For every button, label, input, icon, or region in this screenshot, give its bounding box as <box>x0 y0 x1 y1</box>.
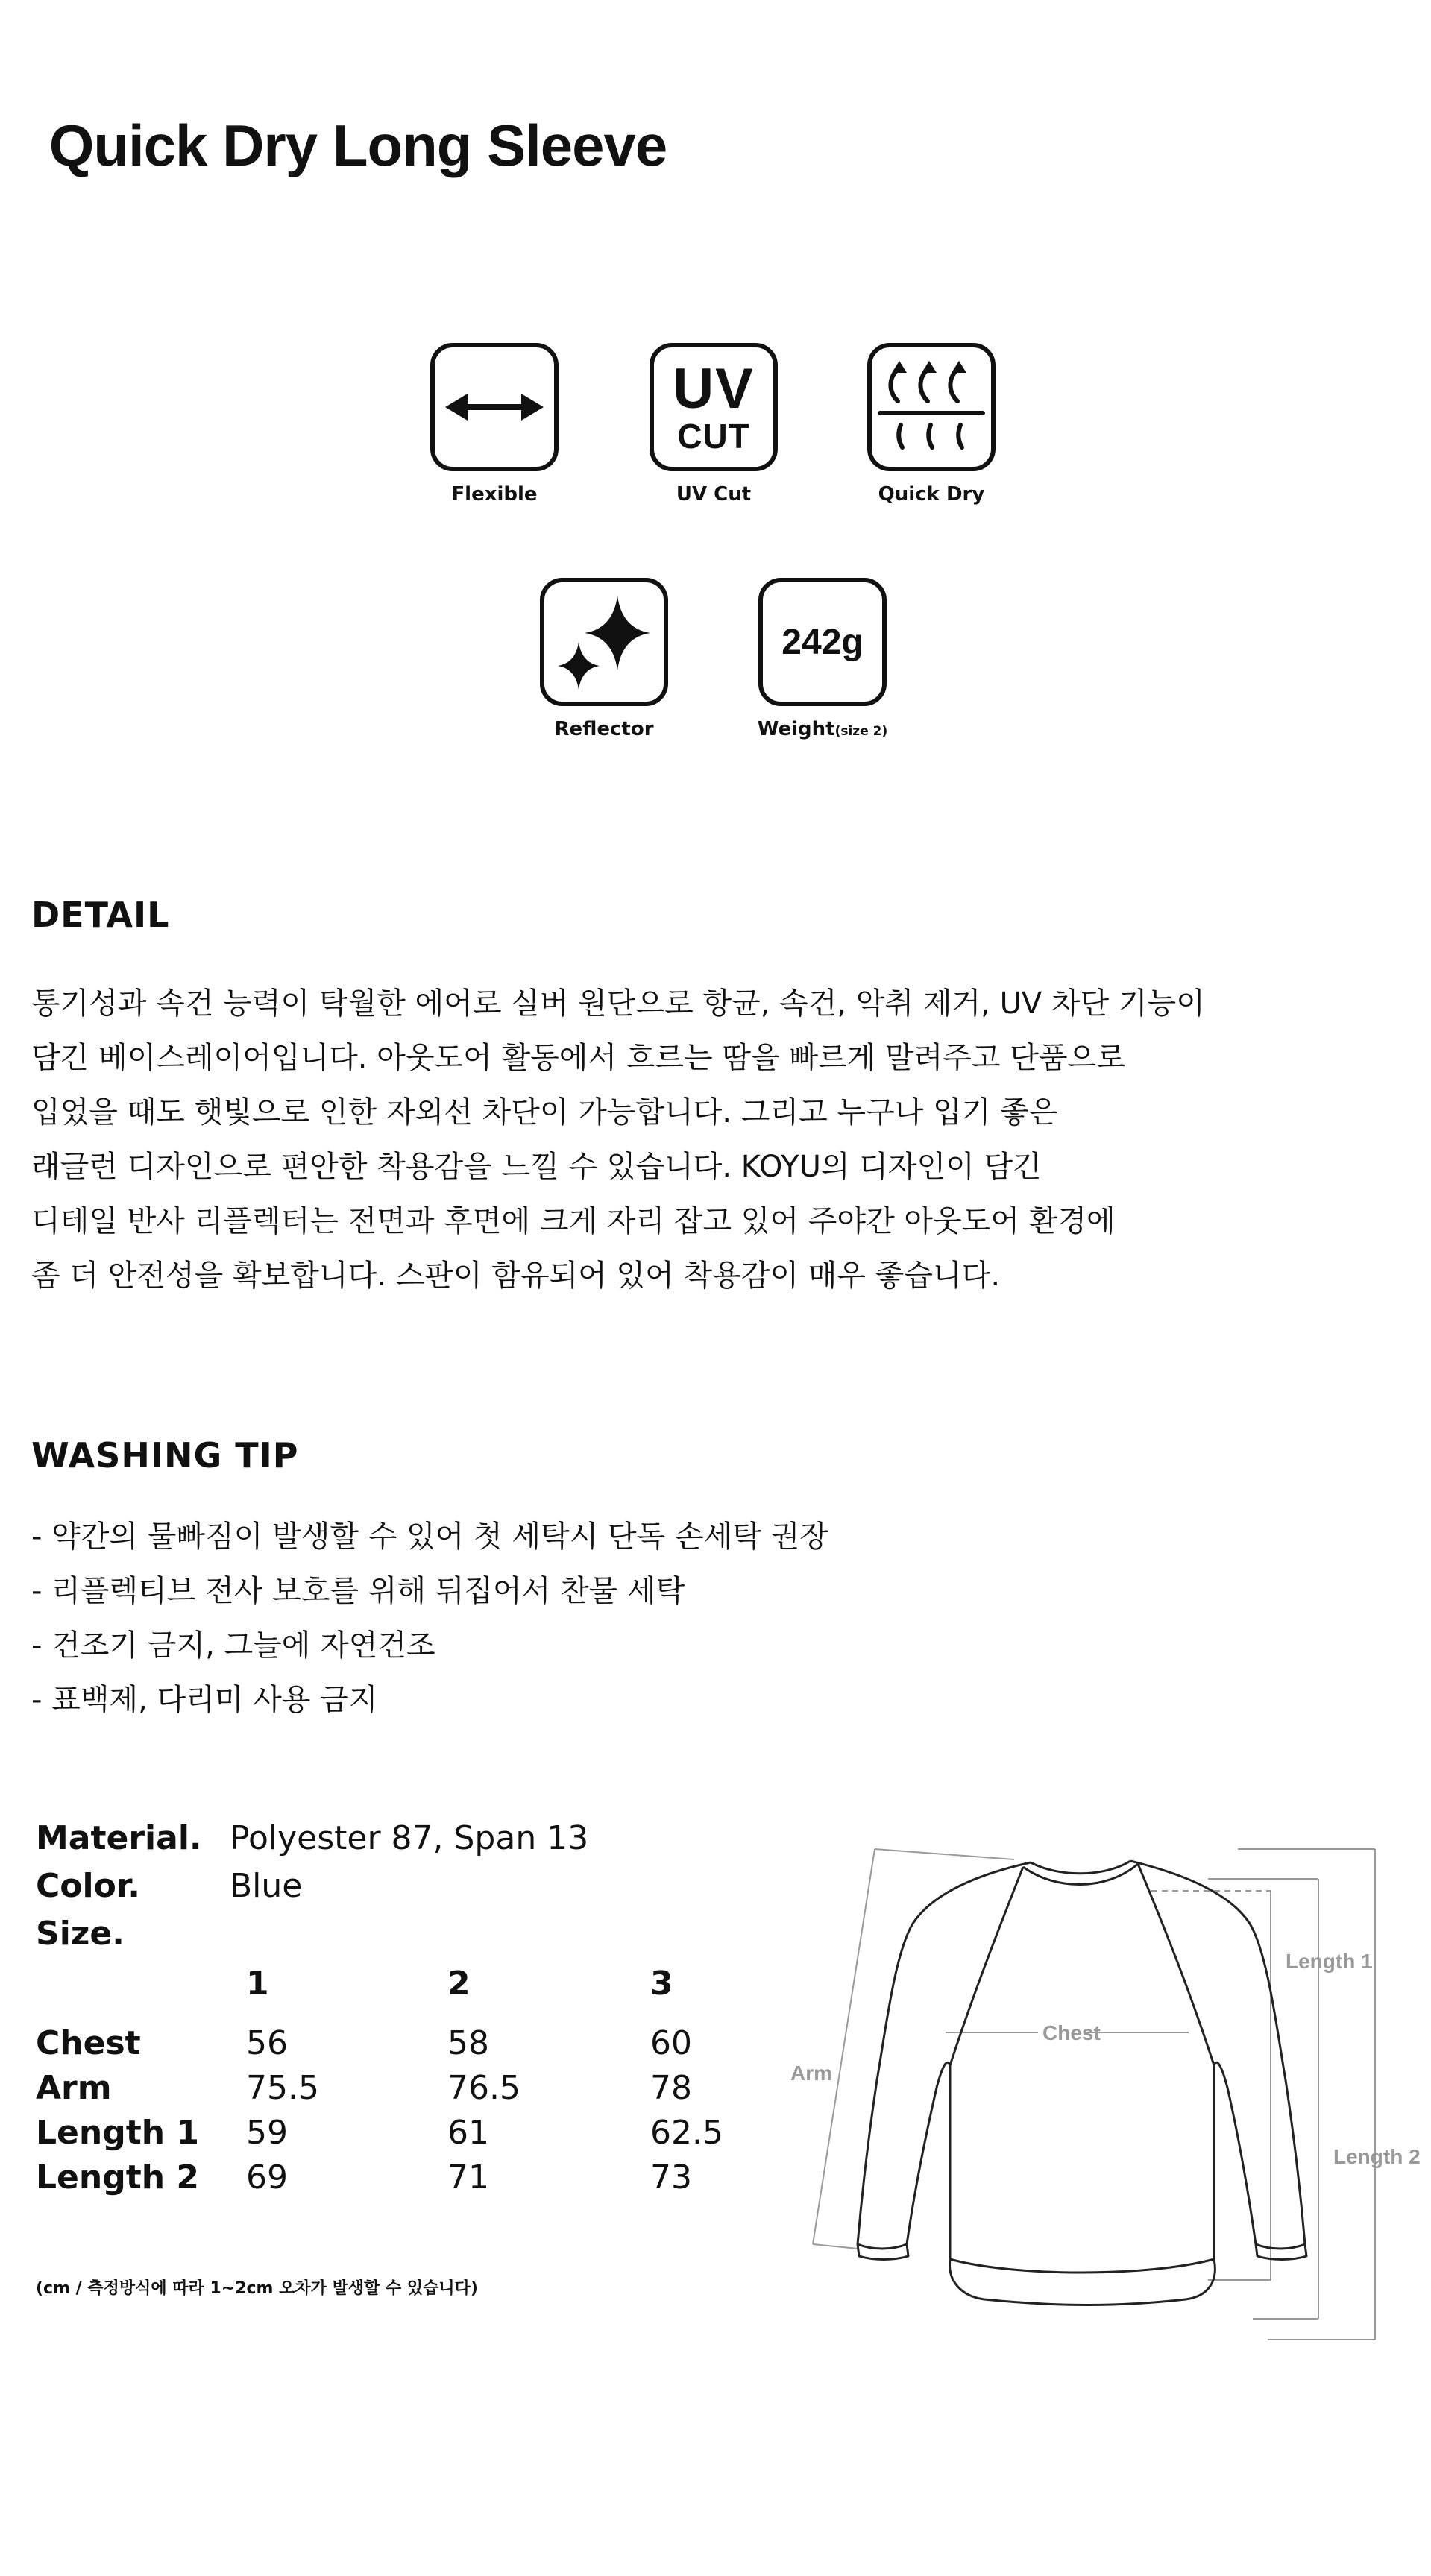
length2-label: Length 2 <box>1333 2145 1421 2168</box>
spec-section <box>36 1819 781 2341</box>
row-value: 60 <box>650 2024 692 2062</box>
material-label: Material. <box>36 1819 202 1857</box>
row-label: Length 2 <box>36 2158 199 2196</box>
uv-text: UV <box>673 357 755 421</box>
washing-tip: - 건조기 금지, 그늘에 자연건조 <box>31 1628 435 1663</box>
feature-label <box>737 718 908 740</box>
table-row <box>36 2158 781 2203</box>
feature-reflector <box>518 578 690 740</box>
length1-label: Length 1 <box>1286 1950 1373 1973</box>
row-value: 62.5 <box>650 2114 723 2152</box>
detail-paragraph <box>31 977 1205 1303</box>
feature-quick-dry <box>846 343 1017 506</box>
quick-dry-icon <box>867 343 996 471</box>
row-value: 76.5 <box>447 2069 520 2107</box>
weight-value: 242g <box>781 622 864 662</box>
detail-line: 래글런 디자인으로 편안한 착용감을 느낄 수 있습니다. KOYU의 디자인이 담긴 <box>31 1150 1042 1184</box>
row-value: 75.5 <box>246 2069 319 2107</box>
detail-line: 디테일 반사 리플렉터는 전면과 후면에 크게 자리 잡고 있어 주야간 아웃도어 환경에 <box>31 1204 1116 1238</box>
row-value: 69 <box>246 2158 288 2196</box>
row-value: 58 <box>447 2024 489 2062</box>
color-label: Color. <box>36 1867 140 1905</box>
row-value: 61 <box>447 2114 489 2152</box>
garment-size-diagram <box>790 1842 1421 2349</box>
size-label: Size. <box>36 1915 125 1953</box>
color-value: Blue <box>230 1867 303 1905</box>
row-label: Arm <box>36 2069 112 2107</box>
feature-flexible <box>409 343 580 506</box>
chest-label: Chest <box>1042 2021 1101 2044</box>
feature-label: UV Cut <box>676 483 752 506</box>
page-title: Quick Dry Long Sleeve <box>48 113 667 178</box>
detail-line: 담긴 베이스레이어입니다. 아웃도어 활동에서 흐르는 땀을 빠르게 말려주고 단품으로 <box>31 1041 1125 1075</box>
sparkle-icon <box>540 578 668 706</box>
arm-label: Arm <box>790 2062 833 2085</box>
row-value: 56 <box>246 2024 288 2062</box>
detail-line: 통기성과 속건 능력이 탁월한 에어로 실버 원단으로 항균, 속건, 악취 제거, UV 차단 기능이 <box>31 986 1205 1021</box>
washing-heading: WASHING TIP <box>31 1435 299 1476</box>
size-header: 3 <box>650 1965 673 2003</box>
size-label-row <box>36 1915 781 1959</box>
row-label: Length 1 <box>36 2114 199 2152</box>
row-value: 59 <box>246 2114 288 2152</box>
cut-text: CUT <box>677 417 750 456</box>
row-value: 73 <box>650 2158 692 2196</box>
washing-tip: - 표백제, 다리미 사용 금지 <box>31 1683 378 1717</box>
washing-tips <box>31 1510 828 1728</box>
feature-label: Flexible <box>451 483 538 506</box>
feature-uv-cut <box>628 343 799 506</box>
size-header-row <box>36 1965 781 2009</box>
color-row <box>36 1867 781 1912</box>
washing-tip: - 리플렉티브 전사 보호를 위해 뒤집어서 찬물 세탁 <box>31 1574 685 1608</box>
row-value: 78 <box>650 2069 692 2107</box>
material-value: Polyester 87, Span 13 <box>230 1819 589 1857</box>
feature-weight <box>737 578 908 740</box>
washing-tip: - 약간의 물빠짐이 발생할 수 있어 첫 세탁시 단독 손세탁 권장 <box>31 1520 828 1554</box>
row-value: 71 <box>447 2158 489 2196</box>
size-header: 1 <box>246 1965 269 2003</box>
uv-cut-icon <box>650 343 778 471</box>
material-row <box>36 1819 781 1864</box>
detail-heading: DETAIL <box>31 895 170 935</box>
weight-size-note: (size 2) <box>834 724 888 739</box>
weight-icon <box>758 578 887 706</box>
detail-line: 입었을 때도 햇빛으로 인한 자외선 차단이 가능합니다. 그리고 누구나 입기 좋은 <box>31 1095 1058 1130</box>
feature-label: Reflector <box>554 718 654 740</box>
table-row <box>36 2024 781 2069</box>
table-row <box>36 2069 781 2114</box>
table-row <box>36 2114 781 2158</box>
flexible-arrow-icon <box>430 343 559 471</box>
detail-line: 좀 더 안전성을 확보합니다. 스판이 함유되어 있어 착용감이 매우 좋습니다. <box>31 1259 1001 1293</box>
size-header: 2 <box>447 1965 471 2003</box>
row-label: Chest <box>36 2024 141 2062</box>
feature-label: Quick Dry <box>878 483 985 506</box>
measurement-note: (cm / 측정방식에 따라 1~2cm 오차가 발생할 수 있습니다) <box>36 2279 478 2298</box>
weight-label: Weight <box>757 718 835 740</box>
